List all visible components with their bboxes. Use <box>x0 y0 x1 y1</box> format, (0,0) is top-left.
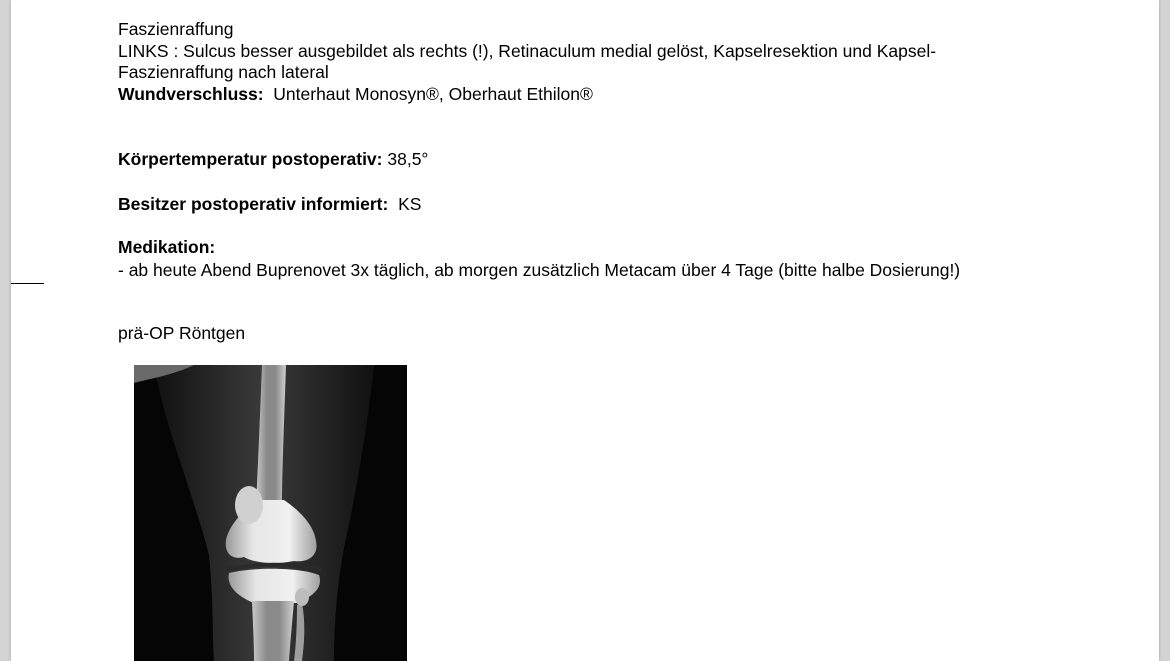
xray-image <box>134 365 407 661</box>
document-page <box>11 0 1159 661</box>
wound-closure-label: Wundverschluss: <box>118 84 264 104</box>
text-line-links: LINKS : Sulcus besser ausgebildet als rechts (!), Retinaculum medial gelöst, Kapselresektion und Kapsel- <box>118 41 937 61</box>
xray-caption: prä-OP Röntgen <box>118 323 246 343</box>
owner-informed-line <box>118 194 421 215</box>
text-line-lateral: Faszienraffung nach lateral <box>118 62 329 82</box>
owner-informed-label: Besitzer postoperativ informiert: <box>118 194 389 214</box>
temperature-label: Körpertemperatur postoperativ: <box>118 149 383 169</box>
medication-line: - ab heute Abend Buprenovet 3x täglich, ab morgen zusätzlich Metacam über 4 Tage (bitte halbe Dosierung!) <box>118 260 961 280</box>
wound-closure-line <box>118 84 593 105</box>
medication-label: Medikation: <box>118 237 216 257</box>
owner-informed-value: KS <box>398 194 422 214</box>
margin-marker <box>11 283 44 284</box>
xray-drawing <box>134 365 407 661</box>
temperature-value: 38,5° <box>387 149 429 169</box>
temperature-line <box>118 149 428 170</box>
wound-closure-value: Unterhaut Monosyn®, Oberhaut Ethilon® <box>273 84 593 104</box>
text-line-faszienraffung: Faszienraffung <box>118 19 234 39</box>
